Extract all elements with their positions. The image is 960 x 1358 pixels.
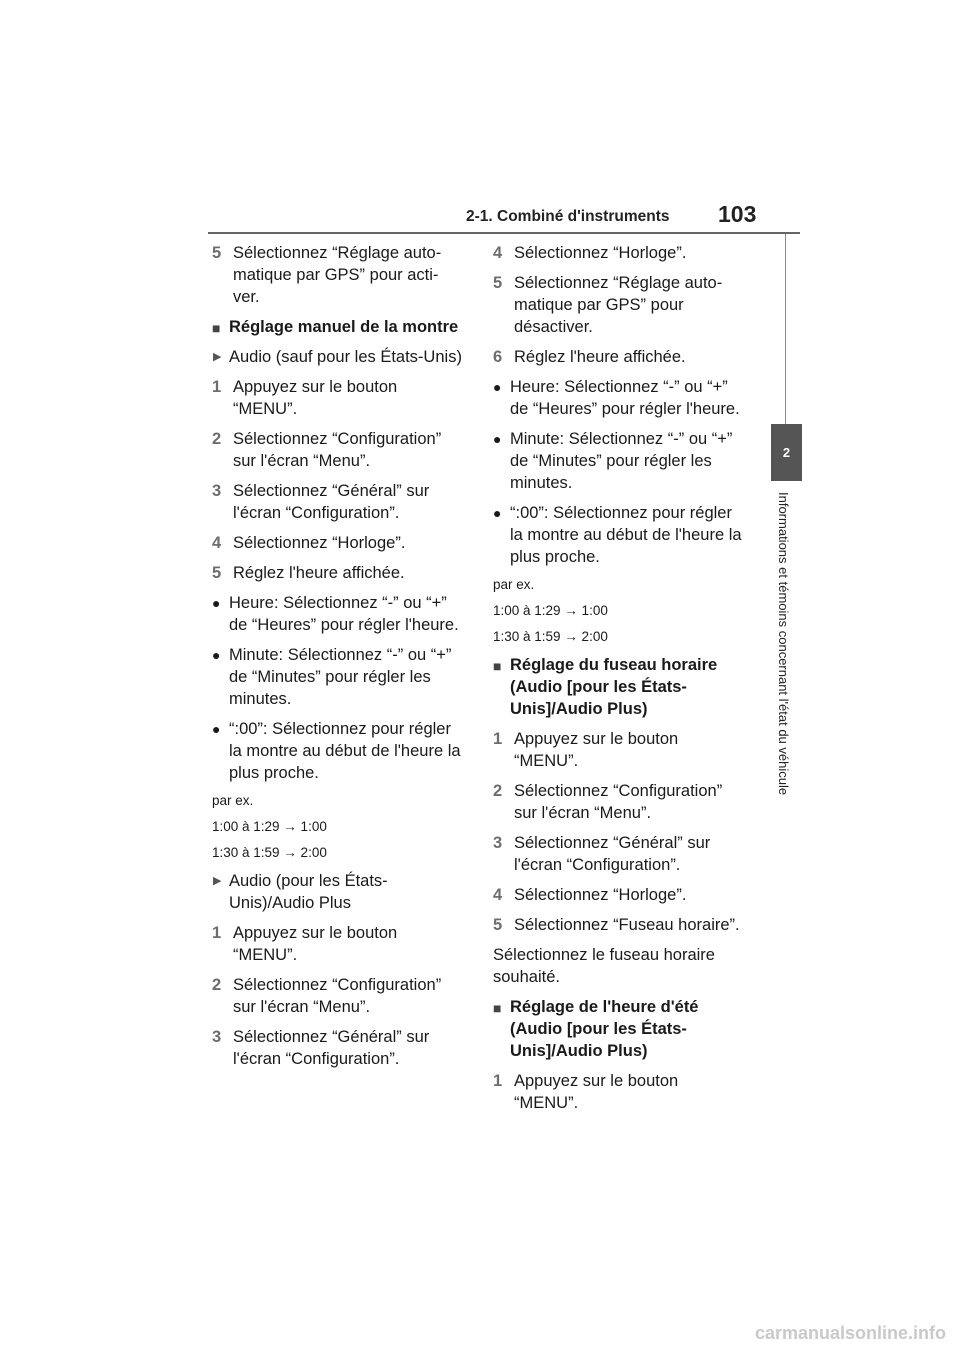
step-text: Sélectionnez “Général” sur l'écran “Configuration”. bbox=[233, 1028, 430, 1068]
step-number: 2 bbox=[493, 782, 503, 800]
example-line: 1:00 à 1:29 → 1:00 bbox=[493, 603, 608, 618]
triangle-icon: ▶ bbox=[213, 351, 222, 363]
bullet-item bbox=[493, 502, 745, 568]
step-number: 3 bbox=[212, 482, 222, 500]
example-line: 1:00 à 1:29 → 1:00 bbox=[212, 819, 327, 834]
step-number: 4 bbox=[493, 886, 503, 904]
step-text: Sélectionnez “Général” sur l'écran “Configuration”. bbox=[514, 834, 711, 874]
subsection-item bbox=[212, 346, 464, 368]
step-text: Sélectionnez “Horloge”. bbox=[233, 534, 406, 552]
step-number: 5 bbox=[493, 916, 503, 934]
bullet-icon: ● bbox=[212, 595, 221, 611]
right-column bbox=[493, 242, 745, 1122]
example-line: 1:30 à 1:59 → 2:00 bbox=[493, 629, 608, 644]
step-number: 5 bbox=[493, 274, 503, 292]
subsection-text: Audio (pour les États-Unis)/Audio Plus bbox=[229, 872, 388, 912]
step-item bbox=[493, 728, 745, 772]
step-text: Appuyez sur le bouton “MENU”. bbox=[233, 378, 398, 418]
step-item bbox=[493, 272, 745, 338]
step-item bbox=[493, 914, 745, 936]
step-item bbox=[493, 242, 745, 264]
bullet-text: Heure: Sélectionnez “-” ou “+” de “Heures” pour régler l'heure. bbox=[229, 594, 459, 634]
subsection-item bbox=[212, 870, 464, 914]
step-number: 1 bbox=[212, 378, 222, 396]
section-heading bbox=[212, 316, 464, 338]
side-divider bbox=[785, 234, 786, 424]
section-heading bbox=[493, 654, 745, 720]
bullet-item bbox=[212, 644, 464, 710]
bullet-text: Heure: Sélectionnez “-” ou “+” de “Heures” pour régler l'heure. bbox=[510, 378, 740, 418]
watermark: carmanualsonline.info bbox=[754, 1323, 946, 1343]
step-number: 3 bbox=[493, 834, 503, 852]
step-item bbox=[212, 428, 464, 472]
step-number: 5 bbox=[212, 564, 222, 582]
step-text: Sélectionnez “Configuration” sur l'écran “Menu”. bbox=[233, 430, 442, 470]
bullet-icon: ● bbox=[212, 721, 221, 737]
step-item bbox=[212, 242, 464, 308]
step-text: Sélectionnez “Fuseau horaire”. bbox=[514, 916, 740, 934]
step-item bbox=[493, 884, 745, 906]
step-text: Sélectionnez “Réglage auto-matique par GPS” pour désactiver. bbox=[514, 274, 723, 336]
step-text: Sélectionnez “Général” sur l'écran “Configuration”. bbox=[233, 482, 430, 522]
example-line: par ex. bbox=[212, 793, 254, 808]
left-column bbox=[212, 242, 464, 1078]
step-text: Sélectionnez “Horloge”. bbox=[514, 886, 687, 904]
example-line: par ex. bbox=[493, 577, 535, 592]
bullet-text: Minute: Sélectionnez “-” ou “+” de “Minutes” pour régler les minutes. bbox=[510, 430, 733, 492]
heading-text: Réglage manuel de la montre bbox=[229, 318, 459, 336]
section-heading bbox=[493, 996, 745, 1062]
step-item bbox=[212, 922, 464, 966]
bullet-item bbox=[493, 428, 745, 494]
step-text: Sélectionnez “Réglage auto-matique par GPS” pour acti-ver. bbox=[233, 244, 442, 306]
step-item bbox=[212, 974, 464, 1018]
step-text: Appuyez sur le bouton “MENU”. bbox=[514, 1072, 679, 1112]
chapter-label: Informations et témoins concernant l'état du véhicule bbox=[776, 492, 791, 796]
step-item bbox=[212, 376, 464, 420]
step-number: 4 bbox=[493, 244, 503, 262]
step-text: Réglez l'heure affichée. bbox=[233, 564, 405, 582]
step-text: Sélectionnez “Horloge”. bbox=[514, 244, 687, 262]
step-number: 2 bbox=[212, 976, 222, 994]
page-number: 103 bbox=[718, 201, 757, 227]
step-text: Sélectionnez “Configuration” sur l'écran “Menu”. bbox=[514, 782, 723, 822]
bullet-text: Minute: Sélectionnez “-” ou “+” de “Minutes” pour régler les minutes. bbox=[229, 646, 452, 708]
section-title: 2-1. Combiné d'instruments bbox=[466, 208, 670, 225]
subsection-text: Audio (sauf pour les États-Unis) bbox=[229, 348, 462, 366]
bullet-icon: ● bbox=[493, 431, 502, 447]
bullet-item bbox=[212, 592, 464, 636]
step-item bbox=[212, 1026, 464, 1070]
step-item bbox=[493, 832, 745, 876]
step-number: 1 bbox=[493, 730, 503, 748]
triangle-icon: ▶ bbox=[213, 875, 222, 887]
heading-text: Réglage de l'heure d'été (Audio [pour les États-Unis]/Audio Plus) bbox=[510, 998, 699, 1060]
bullet-icon: ● bbox=[212, 647, 221, 663]
body-text: Sélectionnez le fuseau horaire souhaité. bbox=[493, 946, 715, 986]
step-text: Appuyez sur le bouton “MENU”. bbox=[233, 924, 398, 964]
example-line: 1:30 à 1:59 → 2:00 bbox=[212, 845, 327, 860]
step-item bbox=[493, 1070, 745, 1114]
step-number: 6 bbox=[493, 348, 503, 366]
heading-text: Réglage du fuseau horaire (Audio [pour les États-Unis]/Audio Plus) bbox=[510, 656, 718, 718]
square-icon: ■ bbox=[493, 658, 502, 674]
step-text: Appuyez sur le bouton “MENU”. bbox=[514, 730, 679, 770]
bullet-item bbox=[493, 376, 745, 420]
step-item bbox=[493, 780, 745, 824]
step-item bbox=[212, 562, 464, 584]
step-number: 1 bbox=[493, 1072, 503, 1090]
step-text: Réglez l'heure affichée. bbox=[514, 348, 686, 366]
square-icon: ■ bbox=[493, 1000, 502, 1016]
step-number: 5 bbox=[212, 244, 222, 262]
step-number: 3 bbox=[212, 1028, 222, 1046]
step-text: Sélectionnez “Configuration” sur l'écran “Menu”. bbox=[233, 976, 442, 1016]
step-item bbox=[212, 480, 464, 524]
step-number: 4 bbox=[212, 534, 222, 552]
step-number: 1 bbox=[212, 924, 222, 942]
header-divider bbox=[208, 232, 800, 234]
bullet-icon: ● bbox=[493, 379, 502, 395]
bullet-item bbox=[212, 718, 464, 784]
bullet-text: “:00”: Sélectionnez pour régler la montre au début de l'heure la plus proche. bbox=[510, 504, 742, 566]
bullet-icon: ● bbox=[493, 505, 502, 521]
chapter-tab: 2 bbox=[771, 424, 802, 481]
square-icon: ■ bbox=[212, 320, 221, 336]
step-number: 2 bbox=[212, 430, 222, 448]
step-item bbox=[212, 532, 464, 554]
bullet-text: “:00”: Sélectionnez pour régler la montre au début de l'heure la plus proche. bbox=[229, 720, 461, 782]
step-item bbox=[493, 346, 745, 368]
